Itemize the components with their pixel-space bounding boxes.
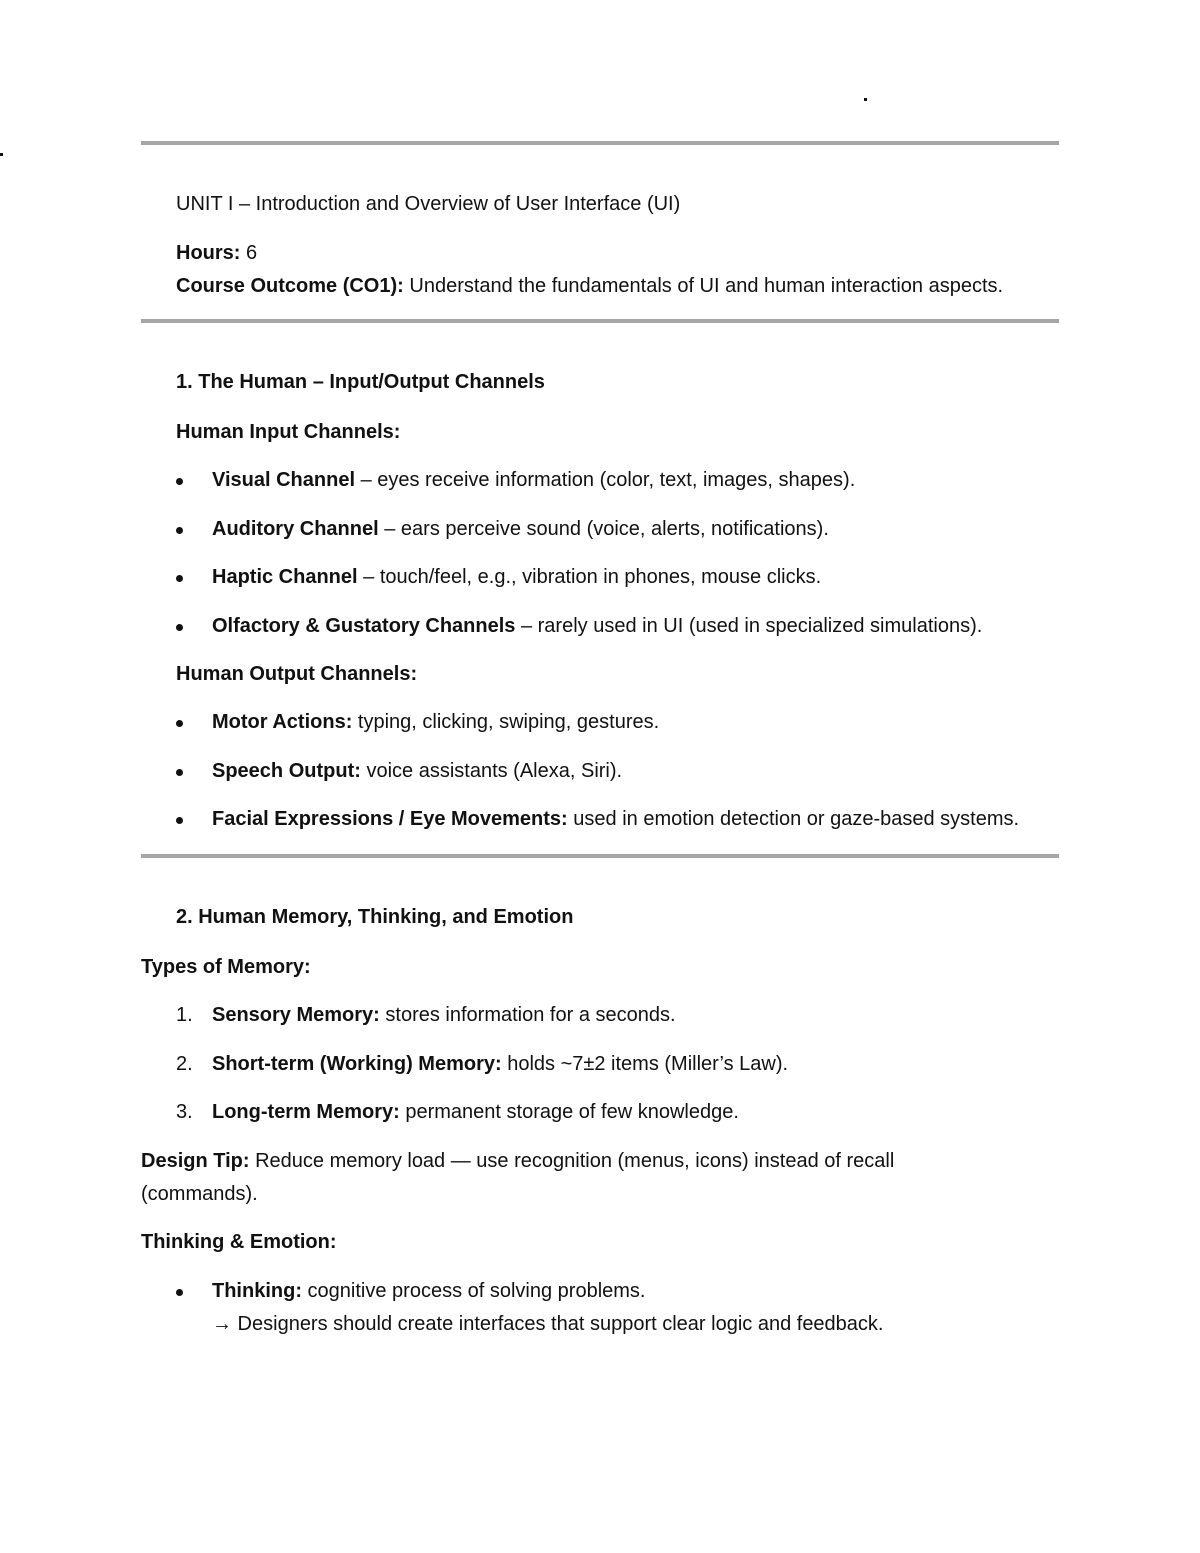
list-item-auditory [212,518,829,541]
course-outcome-line [176,275,1003,298]
section-1-title: 1. The Human – Input/Output Channels [176,371,545,393]
hours-value: 6 [246,242,258,264]
list-item-long-term [212,1101,739,1124]
item-term: Visual Channel [212,469,356,491]
list-item-sensory [212,1004,676,1027]
thinking-note: → Designers should create interfaces that support clear logic and feedback. [212,1313,884,1335]
item-term: Olfactory & Gustatory Channels [212,615,516,637]
thinking-emotion-heading: Thinking & Emotion: [141,1231,337,1253]
bullet-icon [176,478,183,485]
item-desc: stores information for a seconds. [385,1004,676,1026]
bullet-icon [176,817,183,824]
hours-line [176,242,257,265]
list-item-haptic [212,566,821,589]
item-desc: used in emotion detection or gaze-based systems. [573,808,1020,830]
item-term: Haptic Channel [212,566,358,588]
bullet-icon [176,769,183,776]
item-desc: cognitive process of solving problems. [307,1280,646,1302]
bullet-icon [176,575,183,582]
list-item-thinking [212,1280,646,1303]
item-term: Speech Output: [212,760,361,782]
item-desc: voice assistants (Alexa, Siri). [366,760,623,782]
hours-label: Hours: [176,242,241,264]
design-tip-label: Design Tip: [141,1150,250,1172]
list-item-motor [212,711,659,734]
design-tip [141,1150,894,1173]
divider-1 [141,141,1059,145]
list-number: 2. [176,1053,193,1075]
item-term: Thinking: [212,1280,302,1302]
list-number: 1. [176,1004,193,1026]
output-channels-heading: Human Output Channels: [176,663,418,685]
item-term: Short-term (Working) Memory: [212,1053,502,1075]
item-desc: – touch/feel, e.g., vibration in phones, mouse clicks. [363,566,822,588]
item-term: Facial Expressions / Eye Movements: [212,808,568,830]
divider-3 [141,854,1059,858]
list-item-speech [212,760,622,783]
stray-dot-left [0,153,3,156]
divider-2 [141,319,1059,323]
item-term: Auditory Channel [212,518,379,540]
list-item-facial [212,808,1019,831]
design-tip-continued: (commands). [141,1183,258,1205]
item-term: Motor Actions: [212,711,353,733]
memory-heading: Types of Memory: [141,956,311,978]
bullet-icon [176,1289,183,1296]
stray-dot-top [864,98,867,101]
item-desc: – ears perceive sound (voice, alerts, notifications). [384,518,829,540]
bullet-icon [176,720,183,727]
list-item-short-term [212,1053,788,1076]
bullet-icon [176,624,183,631]
item-desc: holds ~7±2 items (Miller’s Law). [507,1053,789,1075]
course-outcome-label: Course Outcome (CO1): [176,275,404,297]
item-desc: – eyes receive information (color, text, images, shapes). [360,469,856,491]
section-2-title: 2. Human Memory, Thinking, and Emotion [176,906,574,928]
item-desc: – rarely used in UI (used in specialized simulations). [520,615,983,637]
list-item-olfactory [212,615,982,638]
unit-title: UNIT I – Introduction and Overview of User Interface (UI) [176,193,681,215]
bullet-icon [176,527,183,534]
design-tip-text: Reduce memory load — use recognition (menus, icons) instead of recall [255,1150,895,1172]
item-desc: typing, clicking, swiping, gestures. [357,711,660,733]
input-channels-heading: Human Input Channels: [176,421,401,443]
item-term: Long-term Memory: [212,1101,400,1123]
list-item-visual [212,469,855,492]
item-desc: permanent storage of few knowledge. [405,1101,739,1123]
list-number: 3. [176,1101,193,1123]
course-outcome-text: Understand the fundamentals of UI and human interaction aspects. [409,275,1004,297]
item-term: Sensory Memory: [212,1004,380,1026]
